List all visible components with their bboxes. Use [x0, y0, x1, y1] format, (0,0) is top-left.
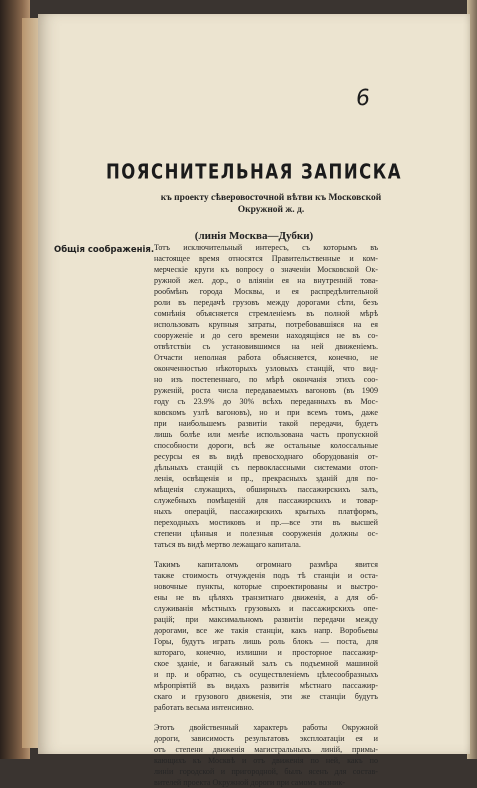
text-line: году съ 23.9% до 30% всѣхъ переданныхъ въ Мос- — [154, 397, 378, 406]
text-line: кающихъ къ Москвѣ и отъ движенія по ней, какъ по — [154, 756, 378, 765]
text-line: мѣропріятій въ видахъ развитія мѣстнаго пассажир- — [154, 681, 378, 690]
text-line: ленія, освѣщенія и пр., прекрасныхъ зданій для по- — [154, 474, 378, 483]
text-line: отвѣтствіи съ установившимся на ней движеніемъ. — [154, 342, 378, 351]
text-line: служебныхъ помѣщеній для пассажирскихъ и товар- — [154, 496, 378, 505]
margin-heading: Общія соображенія. — [54, 245, 155, 255]
text-line: ружной жел. дор., о вліяніи ея на внутренній това- — [154, 276, 378, 285]
text-line: рообмѣнъ города Москвы, и ея распредѣлительной — [154, 287, 378, 296]
text-line: дорогами, все же такія станціи, какъ напр. Воробьевы — [154, 626, 378, 635]
text-line: рацій; при максимальномъ развитіи передачи между — [154, 615, 378, 624]
text-line: руженій, роста числа передаваемыхъ вагоновъ (въ 1909 — [154, 386, 378, 395]
text-line: сомнѣнія объясняется стремленіемъ въ полной мѣрѣ — [154, 309, 378, 318]
text-line: также стоимость отчужденія подъ тѣ станціи и оста- — [154, 571, 378, 580]
text-line: переходныхъ мостиковъ и пр.—все эти въ высшей — [154, 518, 378, 527]
document-title: ПОЯСНИТЕЛЬНАЯ ЗАПИСКА — [105, 159, 403, 184]
text-line: котораго, конечно, излишни и просторное пассажир- — [154, 648, 378, 657]
text-line: ковскомъ узлѣ вагоновъ), но и при всемъ томъ, даже — [154, 408, 378, 417]
text-line: использовать крупныя затраты, потребовавшіяся на ея — [154, 320, 378, 329]
text-line: вителей проекта Окружной дороги при самомъ возник- — [154, 778, 346, 787]
paragraph — [138, 722, 378, 788]
text-line: Отчасти неполная работа объясняется, конечно, не — [154, 353, 378, 362]
text-line: отъ степени движенія магистральныхъ линій, примы- — [154, 745, 378, 754]
text-line: мѣщенія служащихъ, обширныхъ пассажирскихъ залъ, — [154, 485, 378, 494]
text-line: настоящее время относятся Правительственные и ком- — [154, 254, 378, 263]
text-line: дѣльныхъ станцій съ первоклассными системами отоп- — [154, 463, 378, 472]
text-line: роли въ передачѣ грузовъ между дорогами сѣти, безъ — [154, 298, 378, 307]
text-line: оконченностью нѣкоторыхъ узловыхъ станцій, что вид- — [154, 364, 378, 373]
handwritten-page-number: 6 — [355, 85, 371, 112]
document-page — [38, 14, 470, 787]
text-line: Горы, будутъ играть лишь роль блокъ — поста, для — [154, 637, 378, 646]
text-line: линіи городской и пригородной, былъ ясенъ для состав- — [154, 767, 378, 776]
text-line: ныхъ операцій, пассажирскихъ крытыхъ платформъ, — [154, 507, 378, 516]
text-line: лишь болѣе или менѣе использована часть пропускной — [154, 430, 378, 439]
body-text — [138, 242, 378, 788]
paragraph — [138, 242, 378, 550]
text-line: степени цѣнныя и полезныя сооруженія должны ос- — [154, 529, 378, 538]
text-line: способности дороги, всѣ же остальные колоссальные — [154, 441, 378, 450]
text-line: новочные пункты, которые спроектированы и выстро- — [154, 582, 378, 591]
text-line: Такимъ капиталомъ огромнаго размѣра явится — [154, 560, 378, 569]
document-subtitle: къ проекту сѣверовосточной вѣтви къ Московской Окружной ж. д. — [160, 193, 382, 215]
text-line: ское зданіе, и багажный залъ съ подъемной машиной — [154, 659, 378, 668]
text-line: Этотъ двойственный характеръ работы Окружной — [154, 723, 378, 732]
text-line: Тотъ исключительный интересъ, съ которымъ въ — [154, 243, 378, 252]
text-line: мерческіе круги къ вопросу о значеніи Московской Ок- — [154, 265, 378, 274]
text-line: скаго и грузового движенія, эти же станціи будутъ — [154, 692, 378, 701]
text-line: работать весьма интенсивно. — [154, 703, 254, 712]
text-line: при наибольшемъ развитіи такой передачи, будетъ — [154, 419, 378, 428]
text-line: и пр. и обратно, съ осуществленіемъ цѣлесообразныхъ — [154, 670, 378, 679]
route-line: (линія Москва—Дубки) — [194, 230, 314, 242]
paragraph — [138, 559, 378, 713]
text-line: сооруженіе и до сего времени находящіяся не въ со- — [154, 331, 378, 340]
text-line: служиванія мѣстныхъ грузовыхъ и пассажирскихъ опе- — [154, 604, 378, 613]
text-line: ресурсы ея въ видѣ превосходнаго оборудованія от- — [154, 452, 378, 461]
text-line: ены не въ цѣляхъ транзитнаго движенія, а для об- — [154, 593, 378, 602]
text-line: таться въ видѣ мертво лежащаго капитала. — [154, 540, 301, 549]
text-line: дороги, зависимость результатовъ эксплоатаціи ея и — [154, 734, 378, 743]
text-line: но изъ постепеннаго, по мѣрѣ окончанія этихъ соо- — [154, 375, 378, 384]
